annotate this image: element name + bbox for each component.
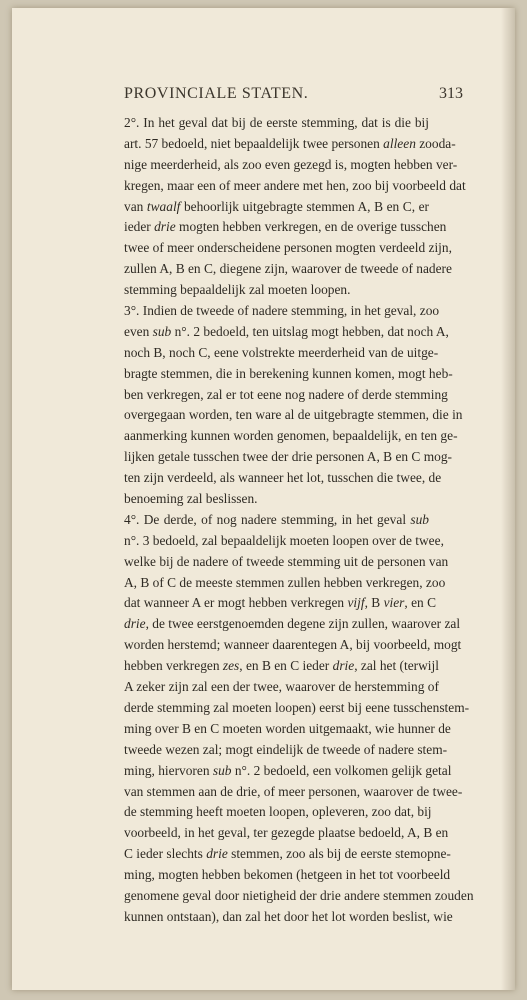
italic-word: drie xyxy=(206,846,228,862)
text-segment: n°. 2 bedoeld, een volkomen gelijk getal xyxy=(231,762,452,778)
text-segment: , en B en C ieder xyxy=(239,658,333,674)
text-segment: ming over B en C moeten worden uitgemaakt, wie hunner de xyxy=(124,720,451,736)
body-text xyxy=(124,113,474,928)
text-segment: tweede wezen zal; mogt eindelijk de tweede of nadere stem- xyxy=(124,741,448,757)
text-line xyxy=(124,802,432,823)
page-number: 313 xyxy=(439,85,463,102)
text-line xyxy=(124,531,444,552)
italic-word: sub xyxy=(410,511,429,527)
text-segment: C ieder slechts xyxy=(124,846,207,862)
book-page xyxy=(12,8,515,990)
text-segment: mogten hebben verkregen, en de overige tusschen xyxy=(175,219,447,235)
text-segment: derde stemming zal moeten loopen) eerst bij eene tusschenstem- xyxy=(124,699,470,715)
text-line xyxy=(124,698,470,719)
text-segment: twee of meer onderscheidene personen mogten verdeeld zijn, xyxy=(124,240,452,256)
italic-word: sub xyxy=(152,323,172,339)
text-segment: 4°. De derde, of nog nadere stemming, in het geval xyxy=(124,511,411,527)
text-line xyxy=(124,782,463,803)
text-segment: overgegaan worden, ten ware al de uitgebragte stemmen, die in xyxy=(124,407,463,423)
text-line xyxy=(124,134,456,155)
text-segment: dat wanneer A er mogt hebben verkregen xyxy=(124,595,348,611)
italic-word: drie xyxy=(154,219,176,235)
text-line xyxy=(124,197,429,218)
text-segment: ben verkregen, zal er tot eene nog nadere of derde stemming xyxy=(124,386,448,402)
text-line xyxy=(124,552,449,573)
text-line xyxy=(124,259,452,280)
text-segment: , zal het (terwijl xyxy=(354,658,439,674)
text-line xyxy=(124,761,452,782)
text-segment: worden herstemd; wanneer daarentegen A, bij voorbeeld, mogt xyxy=(124,637,462,653)
text-segment: nige meerderheid, als zoo even gezegd is, mogten hebben ver- xyxy=(124,156,458,172)
text-line xyxy=(124,238,452,259)
text-segment: even xyxy=(124,323,153,339)
text-segment: , en C xyxy=(404,595,437,611)
text-segment: zooda- xyxy=(415,135,456,151)
text-line xyxy=(124,740,448,761)
italic-word: vier xyxy=(383,595,405,611)
text-line xyxy=(124,343,439,364)
text-line xyxy=(124,217,447,238)
text-segment: behoorlijk uitgebragte stemmen A, B en C, er xyxy=(180,198,429,214)
text-line xyxy=(124,719,451,740)
text-segment: van stemmen aan de drie, of meer personen, waarover de twee- xyxy=(124,783,463,799)
text-line xyxy=(124,322,449,343)
text-segment: de stemming heeft moeten loopen, opleveren, zoo dat, bij xyxy=(124,804,432,820)
text-line xyxy=(124,364,453,385)
text-line xyxy=(124,489,429,510)
text-line xyxy=(124,823,449,844)
text-segment: A zeker zijn zal een der twee, waarover de herstemming of xyxy=(124,679,439,695)
text-line xyxy=(124,510,429,531)
text-segment: ming, mogten hebben bekomen (hetgeen in het tot voorbeeld xyxy=(124,867,451,883)
text-line xyxy=(124,176,466,197)
text-line xyxy=(124,677,439,698)
text-segment: 3°. Indien de tweede of nadere stemming, in het geval, zoo xyxy=(124,303,440,319)
text-segment: 2°. In het geval dat bij de eerste stemming, dat is die bij xyxy=(124,115,429,130)
text-segment: lijken getale tusschen twee der drie personen A, B en C mog- xyxy=(124,449,452,465)
italic-word: zes xyxy=(222,658,240,674)
text-segment: A, B of C de meeste stemmen zullen hebben verkregen, zoo xyxy=(124,574,446,590)
text-line xyxy=(124,865,451,886)
italic-word: drie xyxy=(332,658,355,674)
text-line xyxy=(124,405,463,426)
text-segment: zullen A, B en C, diegene zijn, waarover de tweede of nadere xyxy=(124,261,452,277)
italic-word: alleen xyxy=(383,135,416,151)
text-line xyxy=(124,280,429,301)
text-line xyxy=(124,447,452,468)
text-segment: welke bij de nadere of tweede stemming uit de personen van xyxy=(124,553,449,569)
text-line xyxy=(124,593,437,614)
text-segment: bragte stemmen, die in berekening kunnen komen, mogt heb- xyxy=(124,365,453,381)
text-line xyxy=(124,656,439,677)
page-gutter-shadow xyxy=(501,8,515,990)
text-segment: genomene geval door nietigheid der drie andere stemmen zouden xyxy=(124,887,474,903)
text-line xyxy=(124,301,440,322)
text-line xyxy=(124,844,451,865)
text-segment: van xyxy=(124,198,147,214)
text-line xyxy=(124,113,429,134)
italic-word: vijf xyxy=(347,595,365,611)
text-segment: , B xyxy=(364,595,384,611)
text-line xyxy=(124,907,453,928)
text-segment: , de twee eerstgenoemden degene zijn zullen, waarover zal xyxy=(145,616,461,632)
text-segment: kregen, maar een of meer andere met hen, zoo bij voorbeeld dat xyxy=(124,177,466,193)
text-segment: noch B, noch C, eene volstrekte meerderheid van de uitge- xyxy=(124,344,439,360)
text-segment: aanmerking kunnen worden genomen, bepaaldelijk, en ten ge- xyxy=(124,428,458,444)
page-header xyxy=(124,85,463,107)
text-line xyxy=(124,468,442,489)
text-segment: n°. 2 bedoeld, ten uitslag mogt hebben, dat noch A, xyxy=(171,323,449,339)
text-line xyxy=(124,155,458,176)
italic-word: sub xyxy=(212,762,232,778)
text-segment: ten zijn verdeeld, als wanneer het lot, tusschen die twee, de xyxy=(124,470,442,486)
text-line xyxy=(124,635,462,656)
text-segment: n°. 3 bedoeld, zal bepaaldelijk moeten loopen over de twee, xyxy=(124,532,444,548)
text-line xyxy=(124,385,448,406)
text-line xyxy=(124,573,446,594)
italic-word: drie xyxy=(124,616,146,632)
text-line xyxy=(124,614,461,635)
text-segment: ming, hiervoren xyxy=(124,762,213,778)
text-segment: hebben verkregen xyxy=(124,658,223,674)
text-segment: kunnen ontstaan), dan zal het door het lot worden beslist, wie xyxy=(124,908,453,924)
italic-word: twaalf xyxy=(146,198,181,214)
text-segment: art. 57 bedoeld, niet bepaaldelijk twee personen xyxy=(124,135,384,151)
text-segment: stemmen, zoo als bij de eerste stemopne- xyxy=(227,846,451,862)
text-segment: ieder xyxy=(124,219,155,235)
text-segment: benoeming zal beslissen. xyxy=(124,491,258,507)
text-segment: stemming bepaaldelijk zal moeten loopen. xyxy=(124,282,351,298)
running-head: PROVINCIALE STATEN. xyxy=(124,85,309,102)
text-segment: voorbeeld, in het geval, ter gezegde plaatse bedoeld, A, B en xyxy=(124,825,449,841)
text-line xyxy=(124,886,474,907)
text-line xyxy=(124,426,458,447)
